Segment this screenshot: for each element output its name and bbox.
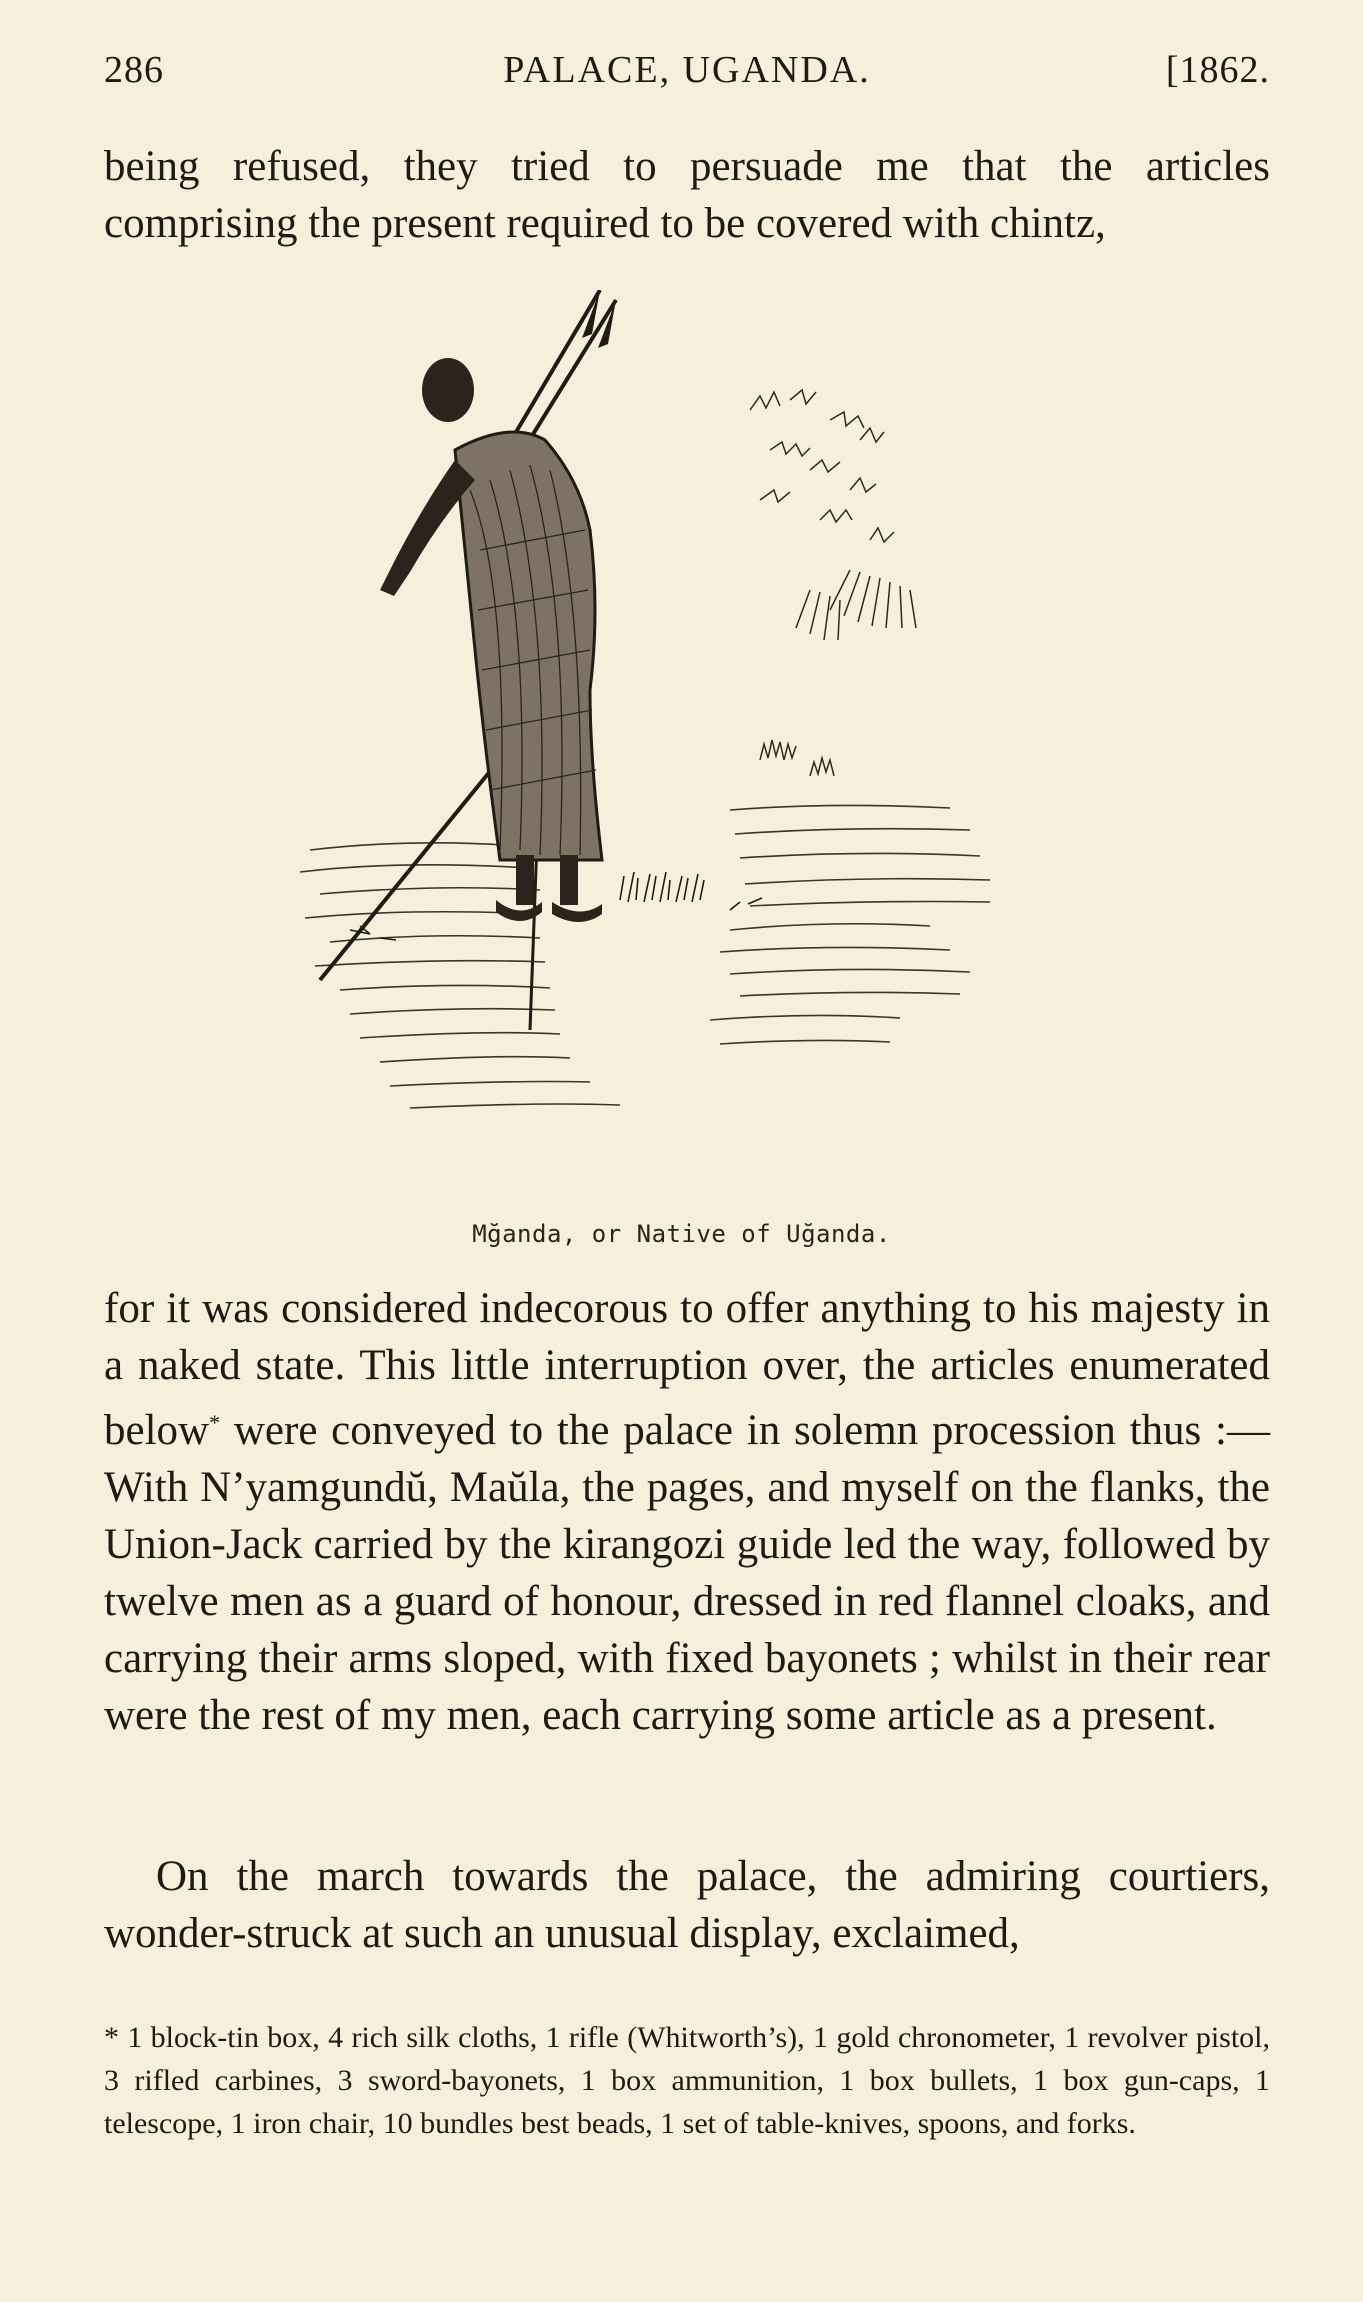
figure-caption: Mğanda, or Native of Uğanda. (472, 1220, 891, 1248)
paragraph-procession (104, 1280, 1270, 1744)
running-year: [1862. (1165, 49, 1270, 91)
robe (455, 432, 602, 860)
arm (380, 460, 475, 596)
spear-heads (582, 290, 616, 348)
paragraph-procession-text-continued: were conveyed to the palace in solemn procession thus :—With N’yamgundŭ, Maŭla, the pages, and myself on the flanks, the Union-Jack carried by the kirangozi guide led the way, followed by twelve men as a guard of honour, dressed in red flannel cloaks, and carrying their arms sloped, with fixed bayonets ; whilst in their rear were the rest of my men, each carrying some article as a present. (104, 1407, 1270, 1739)
engraving-illustration (290, 290, 1080, 1220)
page-number: 286 (104, 49, 164, 91)
foliage-sketch (750, 390, 916, 776)
paragraph-continuation: being refused, they tried to persuade me that the articles comprising the present required to be covered with chintz, (104, 143, 1270, 247)
head (422, 358, 474, 422)
footnote-mark: * (104, 2021, 119, 2054)
paragraph-procession-text: for it was considered indecorous to offer anything to his majesty in a naked state. This little interruption over, the articles enumerated below (104, 1285, 1270, 1454)
engraving-figure (290, 290, 1080, 1220)
ground-hatching (300, 805, 990, 1108)
footnote-reference[interactable]: * (209, 1410, 221, 1435)
footnote-text: 1 block-tin box, 4 rich silk cloths, 1 rifle (Whitworth’s), 1 gold chronometer, 1 revolver pistol, 3 rifled carbines, 3 sword-bayonets, 1 box ammunition, 1 box bullets, 1 box gun-caps, 1 telescope, 1 iron chair, 10 bundles best beads, 1 set of table-knives, spoons, and forks. (104, 2021, 1270, 2140)
paragraph-march: On the march towards the palace, the admiring courtiers, wonder-struck at such an unusual display, exclaimed, (104, 1853, 1270, 1957)
running-head (104, 48, 1270, 98)
left-leg (516, 855, 534, 905)
running-title: PALACE, UGANDA. (503, 49, 871, 91)
right-leg (560, 855, 578, 905)
footnote (104, 2016, 1270, 2145)
